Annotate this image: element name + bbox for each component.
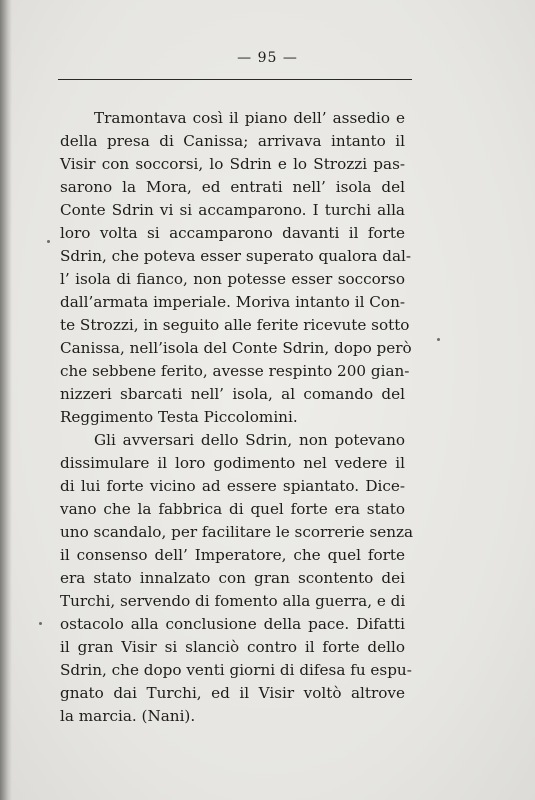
text-line: era stato innalzato con gran scontento dei [60,569,405,587]
paragraph-1 [60,107,412,429]
text-line: Gli avversari dello Sdrin, non potevano [94,431,405,449]
text-line: sarono la Mora, ed entrati nell’ isola del [60,178,405,196]
text-line: che sebbene ferito, avesse respinto 200 gian- [60,362,410,380]
text-line: della presa di Canissa; arrivava intanto il [60,132,405,150]
text-line: Canissa, nell’isola del Conte Sdrin, dopo però [60,339,412,357]
text-line: Sdrin, che poteva esser superato qualora dal- [60,247,411,265]
text-line: dissimulare il loro godimento nel vedere il [60,454,405,472]
paragraph-2 [60,429,414,728]
text-line: te Strozzi, in seguito alle ferite ricevute sotto [60,316,410,334]
text-line: vano che la fabbrica di quel forte era stato [60,500,405,518]
text-line: la marcia. (Nani). [60,707,196,725]
page-binding-shadow [0,0,12,800]
text-line: di lui forte vicino ad essere spiantato. Dice- [60,477,405,495]
text-line: nizzeri sbarcati nell’ isola, al comando del [60,385,405,403]
paper-speck [437,338,440,341]
text-line: Tramontava così il piano dell’ assedio e [94,109,405,127]
text-line: Visir con soccorsi, lo Sdrin e lo Strozzi pas- [60,155,405,173]
text-line: dall’armata imperiale. Moriva intanto il Con- [60,293,405,311]
paper-speck [47,240,50,243]
body-text [60,107,414,728]
text-line: Conte Sdrin vi si accamparono. I turchi alla [60,201,405,219]
header-rule [58,79,412,80]
paper-speck [39,622,42,625]
text-line: il consenso dell’ Imperatore, che quel forte [60,546,405,564]
page-number: — 95 — [237,50,298,66]
text-line: Turchi, servendo di fomento alla guerra, e di [60,592,406,610]
text-line: gnato dai Turchi, ed il Visir voltò altrove [60,684,405,702]
text-line: ostacolo alla conclusione della pace. Difatti [60,615,405,633]
text-line: Sdrin, che dopo venti giorni di difesa fu espu- [60,661,412,679]
text-line: l’ isola di fianco, non potesse esser soccorso [60,270,405,288]
text-line: Reggimento Testa Piccolomini. [60,408,298,426]
text-line: uno scandalo, per facilitare le scorrerie senza [60,523,414,541]
text-line: loro volta si accamparono davanti il forte [60,224,405,242]
text-line: il gran Visir si slanciò contro il forte dello [60,638,405,656]
